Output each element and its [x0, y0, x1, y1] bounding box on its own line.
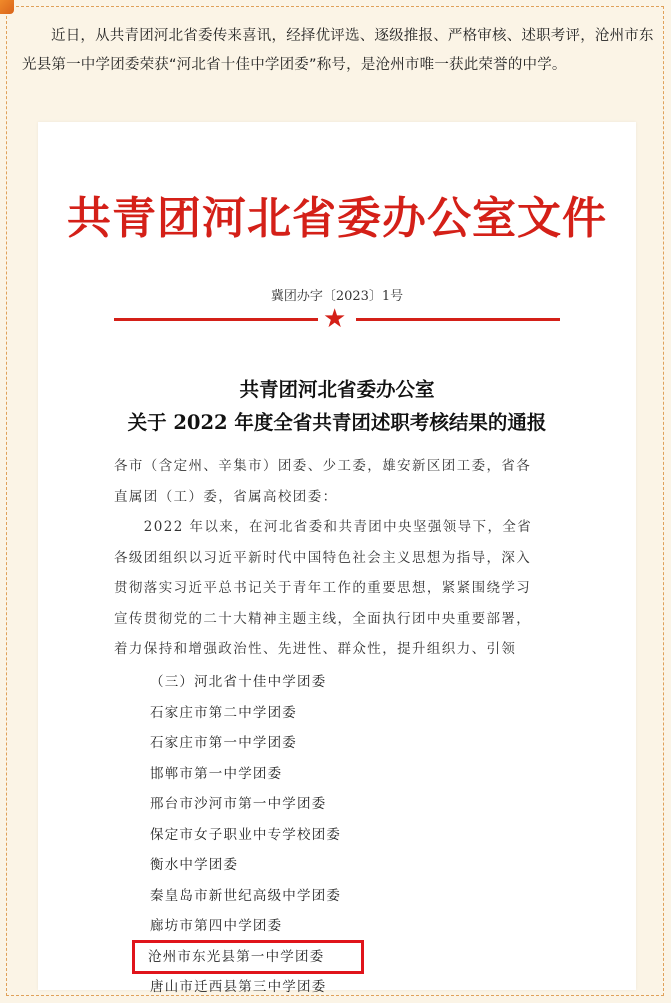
- list-item: 衡水中学团委: [150, 857, 239, 873]
- body-line: 宣传贯彻党的二十大精神主题主线，全面执行团中央重要部署，: [114, 610, 532, 627]
- highlighted-list-item: 沧州市东光县第一中学团委: [134, 942, 362, 973]
- body-line: 直属团（工）委，省属高校团委：: [114, 488, 338, 505]
- document-body: [114, 451, 560, 665]
- document-heading-line1: 共青团河北省委办公室: [239, 378, 435, 401]
- list-item: 秦皇岛市新世纪高级中学团委: [150, 887, 342, 904]
- body-line: 各级团组织以习近平新时代中国特色社会主义思想为指导，深入: [114, 549, 532, 566]
- red-rule-left: [114, 318, 318, 321]
- intro-paragraph: 近日，从共青团河北省委传来喜讯，经择优评选、逐级推报、严格审核、述职考评，沧州市东光县第一中学团委荣获“河北省十佳中学团委”称号，是沧州市唯一获此荣誉的中学。: [22, 28, 654, 73]
- star-icon: ★: [323, 304, 347, 334]
- list-item: 邢台市沙河市第一中学团委: [150, 796, 327, 812]
- body-line: 贯彻落实习近平总书记关于青年工作的重要思想，紧紧围绕学习: [114, 580, 532, 596]
- list-item: 保定市女子职业中专学校团委: [150, 826, 342, 843]
- list-item: 唐山市迁西县第三中学团委: [150, 979, 327, 995]
- document-heading-line2: 关于 2022 年度全省共青团述职考核结果的通报: [127, 411, 547, 434]
- body-line: 2022 年以来，在河北省委和共青团中央坚强领导下，全省: [114, 519, 533, 535]
- list-item: 廊坊市第四中学团委: [150, 918, 283, 934]
- list-item: 邯郸市第一中学团委: [150, 765, 283, 782]
- body-line: 着力保持和增强政治性、先进性、群众性，提升组织力、引领: [114, 641, 517, 657]
- document-image: [38, 122, 636, 995]
- corner-badge-icon: [0, 0, 14, 14]
- list-item: 石家庄市第二中学团委: [150, 704, 297, 721]
- award-list: [148, 667, 362, 1003]
- document-number: 冀团办字〔2023〕1号: [270, 289, 404, 304]
- list-heading: （三）河北省十佳中学团委: [150, 674, 327, 690]
- list-item: 石家庄市第一中学团委: [150, 735, 297, 751]
- red-rule-right: [356, 318, 560, 321]
- body-line: 各市（含定州、辛集市）团委、少工委，雄安新区团工委，省各: [114, 458, 532, 474]
- document-title: 共青团河北省委办公室文件: [67, 193, 607, 244]
